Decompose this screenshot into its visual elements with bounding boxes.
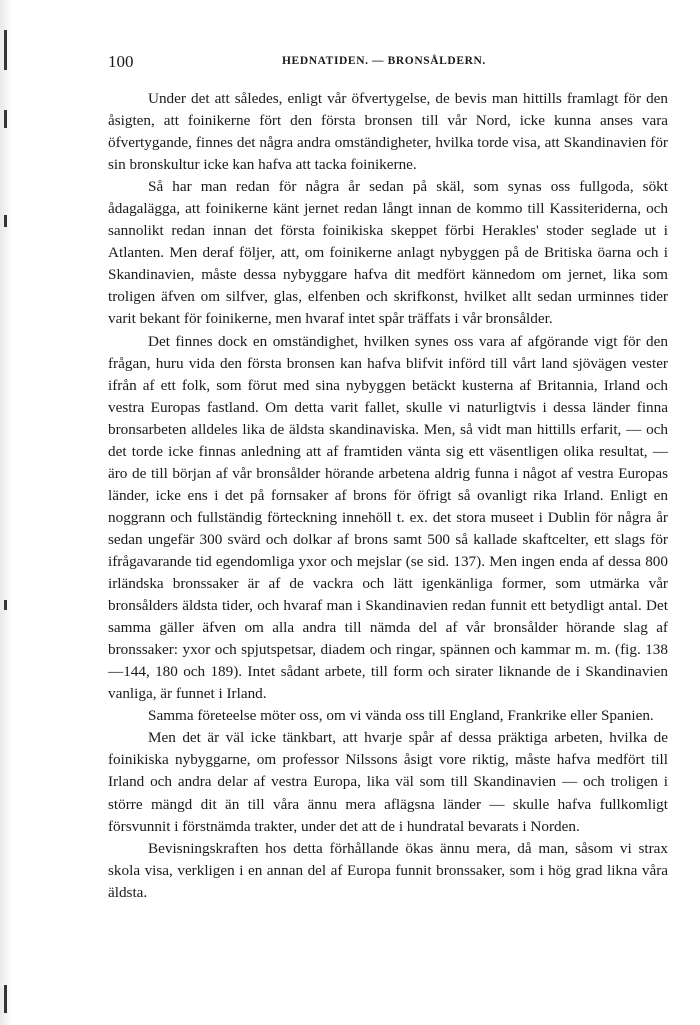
scan-edge-mark xyxy=(4,30,7,70)
body-text xyxy=(108,88,668,904)
running-title: HEDNATIDEN. — BRONSÅLDERN. xyxy=(282,55,486,67)
scan-edge-mark xyxy=(4,215,7,227)
paragraph: Samma företeelse möter oss, om vi vända oss till England, Frankrike eller Spanien. xyxy=(148,707,654,725)
page-number: 100 xyxy=(108,52,134,71)
paragraph: Så har man redan för några år sedan på skäl, som synas oss fullgoda, sökt ådagalägga, att foinikerne känt jernet redan långt innan de kommo till Kassiteriderna, och sannolikt redan innan det första foinikiska skeppet förbi Herakles' stoder seglade ut i Atlanten. Men deraf följer, att, om foinikerne anlagt nybyggen på de Britiska öarna och i Skandinavien, måste dessa nybyggare hafva dit medfört kännedom om jernet, lika som troligen äfven om silfver, glas, elfenben och skrifkonst, hvilket allt sedan urminnes tider varit bekant för foinikerne, men hvaraf intet spår träffats i vår bronsålder. xyxy=(108,178,668,328)
paragraph: Det finnes dock en omständighet, hvilken synes oss vara af afgörande vigt för den frågan, huru vida den första bronsen kan hafva blifvit införd till vårt land sjövägen vester ifrån af ett folk, som förut med sina nybyggen betäckt kusterna af Britannia, Irland och vestra Europas fastland. Om detta varit fallet, skulle vi naturligtvis i dessa länder finna bronsarbeten alldeles lika de äldsta skandinaviska. Men, så vidt man hittills erfarit, — och det torde icke finnas anledning att af framtiden vänta sig ett väsentligen olika resultat, — äro de till början af vår bronsålder hörande arbetena aldrig funna i något af vestra Europas länder, icke ens i det på fornsaker af brons för öfrigt så ovanligt rika Irland. Enligt en noggrann och fullständig förteckning innehöll t. ex. det stora museet i Dublin för några år sedan ungefär 300 svärd och dolkar af brons samt 500 så kallade skaftcelter, ett slags för ifrågavarande tid egendomliga yxor och mejslar (se sid. 137). Men ingen enda af dessa 800 irländska bronssaker är af de vackra och lätt igenkänliga former, som utmärka vår bronsålders äldsta tider, och hvaraf man i Skandinavien redan funnit ett betydligt antal. Det samma gäller äfven om alla andra till nämda del af vår bronsålder hörande slag af bronssaker: yxor och spjutspetsar, diadem och ringar, spännen och kammar m. m. (fig. 138—144, 180 och 189). Intet sådant arbete, till form och sirater liknande de i Skandinavien vanliga, är funnet i Irland. xyxy=(108,332,668,703)
paragraph: Bevisningskraften hos detta förhållande ökas ännu mera, då man, såsom vi strax skola visa, verkligen i en annan del af Europa funnit bronssaker, som i hög grad likna våra äldsta. xyxy=(108,839,668,901)
scan-edge-mark xyxy=(4,985,7,1013)
page-header xyxy=(108,52,668,74)
scan-edge-mark xyxy=(4,110,7,128)
scan-edge-mark xyxy=(4,600,7,610)
paragraph: Men det är väl icke tänkbart, att hvarje spår af dessa präktiga arbeten, hvilka de foinikiska nybyggarne, om professor Nilssons åsigt vore riktig, måste hafva medfört till Irland och andra delar af vestra Europa, lika väl som till Skandinavien — och troligen i större mängd dit än till våra ännu mera aflägsna länder — skulle hafva fullkomligt försvunnit i förstnämda trakter, under det att de i hundratal bevarats i Norden. xyxy=(108,729,668,835)
paragraph: Under det att således, enligt vår öfvertygelse, de bevis man hittills framlagt för den åsigten, att foinikerne fört den första bronsen till vår Nord, icke kunna anses vara öfvertygande, finnes det några andra omständigheter, hvilka torde visa, att Skandinavien för sin bronskultur icke kan hafva att tacka foinikerne. xyxy=(108,90,668,174)
scan-edge xyxy=(0,0,12,1025)
